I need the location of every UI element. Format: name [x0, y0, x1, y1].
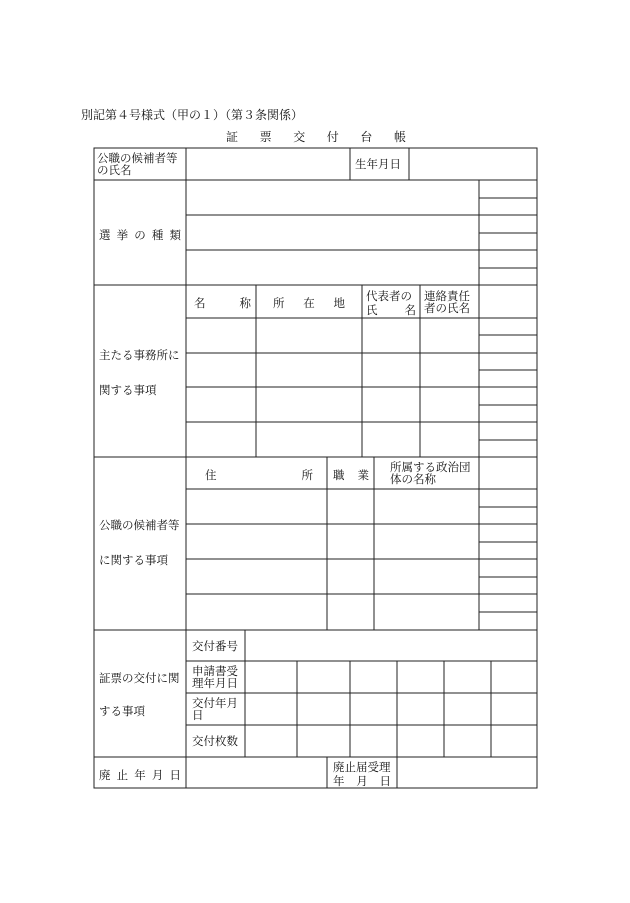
office-col-name: 名 称 — [194, 296, 251, 310]
abolition-date-label: 廃 止 年 月 日 — [99, 768, 181, 782]
office-col-contact: 連絡責任者の氏名 — [424, 289, 470, 315]
candidate-col-job: 職 業 — [333, 468, 369, 482]
office-label-line2: 関する事項 — [99, 383, 157, 397]
issue-date-label: 交付年月日 — [192, 696, 238, 722]
issue-count-label: 交付枚数 — [192, 734, 238, 748]
office-col-rep-line2: 氏 名 — [366, 303, 416, 317]
form-header: 別記第４号様式（甲の１）（第３条関係） — [81, 108, 304, 122]
candidate-col-address: 住 所 — [205, 468, 313, 482]
candidate-label-line2: に関する事項 — [99, 553, 168, 567]
candidate-label-line1: 公職の候補者等 — [99, 518, 180, 532]
issue-number-label: 交付番号 — [192, 639, 238, 653]
abolition-notice-line2: 年 月 日 — [333, 774, 391, 788]
title-char: 証 — [226, 130, 239, 144]
title-char: 交 — [293, 130, 306, 144]
title-char: 台 — [360, 130, 373, 144]
election-type-label: 選 挙 の 種 類 — [99, 228, 181, 242]
title-char: 帳 — [393, 130, 406, 144]
issuance-label-line2: する事項 — [99, 704, 145, 718]
abolition-notice-line1: 廃止届受理 — [333, 760, 391, 774]
issuance-label-line1: 証票の交付に関 — [99, 671, 180, 685]
office-col-location: 所 在 地 — [273, 296, 345, 310]
candidate-name-label: 公職の候補者等の氏名 — [97, 151, 178, 177]
dob-label: 生年月日 — [355, 157, 401, 171]
office-col-rep-line1: 代表者の — [366, 289, 412, 303]
candidate-col-party: 所属する政治団体の名称 — [390, 460, 471, 486]
form-title — [226, 128, 406, 145]
title-char: 票 — [259, 130, 272, 144]
office-label-line1: 主たる事務所に — [99, 348, 180, 362]
title-char: 付 — [326, 130, 339, 144]
application-date-label: 申請書受理年月日 — [192, 664, 238, 690]
